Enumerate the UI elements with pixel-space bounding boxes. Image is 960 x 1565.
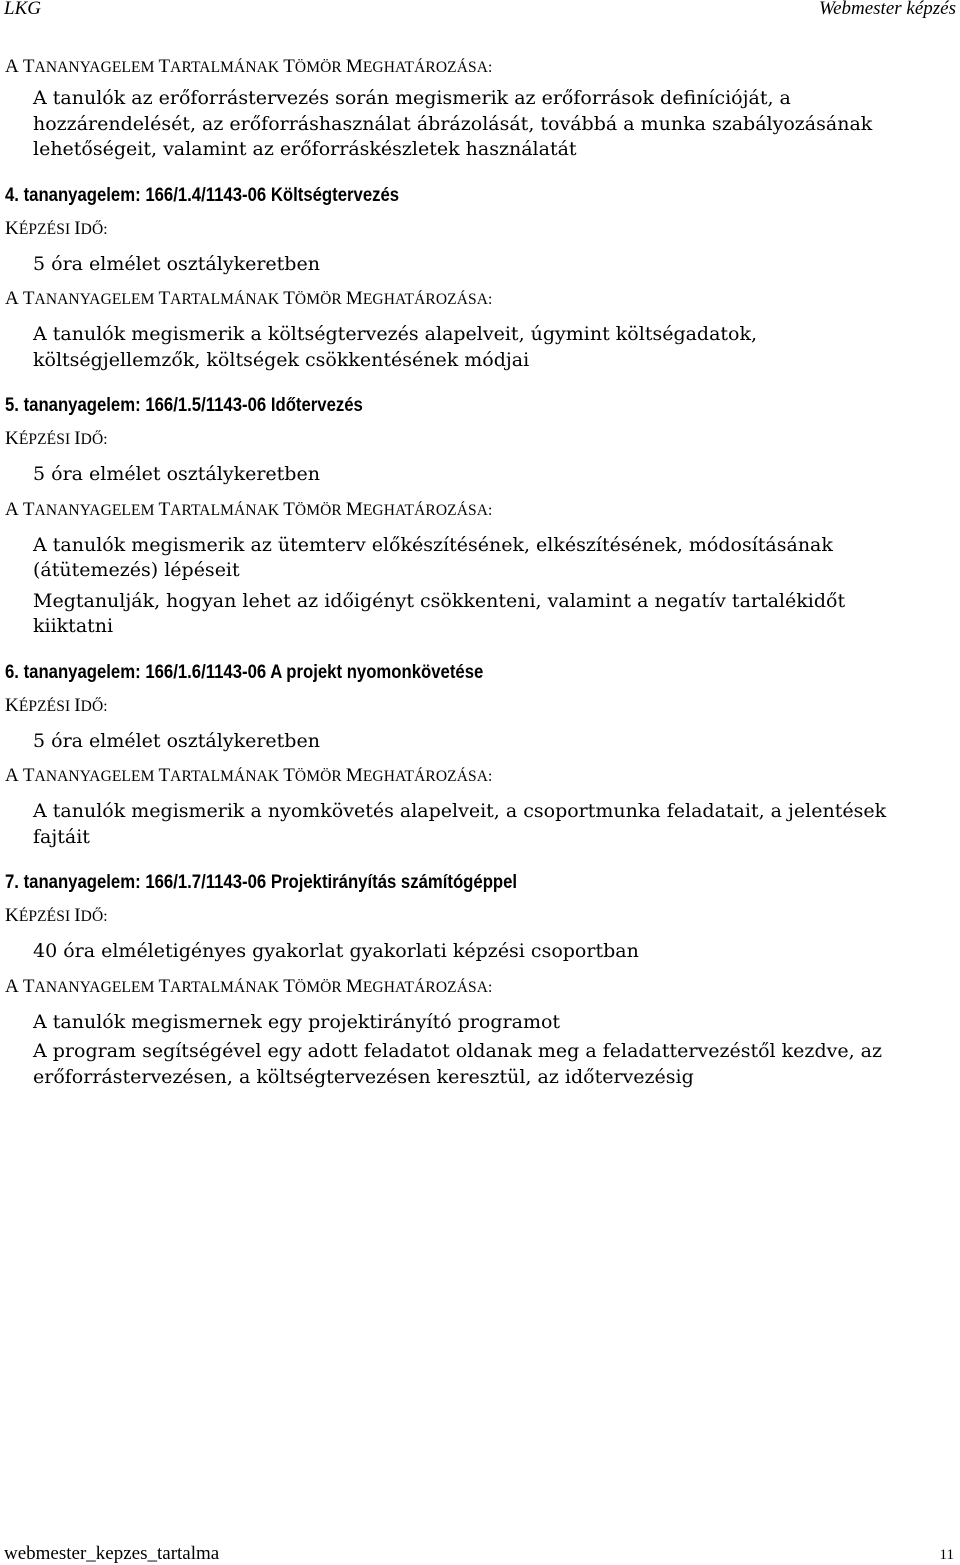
header-left-title: LKG xyxy=(4,0,41,19)
section-7-time-value: 40 óra elméletigényes gyakorlat gyakorlati képzési csoportban xyxy=(33,940,639,962)
section-4-desc-text: A tanulók megismerik a költségtervezés alapelveit, úgymint költségadatok, költségjellemzők, költségek csökkentésének módjai xyxy=(33,323,758,371)
footer-filename: webmester_kepzes_tartalma xyxy=(4,1543,220,1564)
section-5-heading: 5. tananyagelem: 166/1.5/1143-06 Időtervezés xyxy=(5,395,363,416)
section-6-heading: 6. tananyagelem: 166/1.6/1143-06 A projekt nyomonkövetése xyxy=(5,661,484,683)
section-5-desc-label: A TANANYAGELEM TARTALMÁNAK TÖMÖR MEGHATÁROZÁSA: xyxy=(5,498,493,520)
intro-desc-text: A tanulók az erőforrástervezés során megismerik az erőforrások definícióját, a hozzárendelését, az erőforráshasználat ábrázolását, továbbá a munka szabályozásának lehetőségeit, valamint az erőforráskészletek használatát xyxy=(33,87,873,160)
section-5-desc-text-2: Megtanulják, hogyan lehet az időigényt csökkenteni, valamint a negatív tartalékidőt kiiktatni xyxy=(33,589,846,637)
section-6-time-value: 5 óra elmélet osztálykeretben xyxy=(33,729,320,752)
intro-desc-label: A TANANYAGELEM TARTALMÁNAK TÖMÖR MEGHATÁROZÁSA: xyxy=(5,56,493,77)
section-4-desc-label: A TANANYAGELEM TARTALMÁNAK TÖMÖR MEGHATÁROZÁSA: xyxy=(5,288,493,309)
section-5-time-label: KÉPZÉSI IDŐ: xyxy=(5,428,108,449)
section-6-time-label: KÉPZÉSI IDŐ: xyxy=(5,694,108,716)
section-7-desc-text-2: A program segítségével egy adott feladatot oldanak meg a feladattervezéstől kezdve, az erőforrástervezésen, a költségtervezésen keresztül, az időtervezésig xyxy=(33,1040,882,1088)
footer-page-number: 11 xyxy=(939,1547,954,1563)
section-6-desc-label: A TANANYAGELEM TARTALMÁNAK TÖMÖR MEGHATÁROZÁSA: xyxy=(5,765,493,786)
section-7-desc-label: A TANANYAGELEM TARTALMÁNAK TÖMÖR MEGHATÁROZÁSA: xyxy=(5,975,493,997)
section-7-desc-text-1: A tanulók megismernek egy projektirányító programot xyxy=(33,1010,561,1033)
document-body xyxy=(5,58,935,1090)
section-5-desc-text-1: A tanulók megismerik az ütemterv előkészítésének, elkészítésének, módosításának (átütemezés) lépéseit xyxy=(33,533,833,581)
section-4-time-label: KÉPZÉSI IDŐ: xyxy=(5,217,108,239)
section-7-heading: 7. tananyagelem: 166/1.7/1143-06 Projektirányítás számítógéppel xyxy=(5,872,518,893)
section-4-time-value: 5 óra elmélet osztálykeretben xyxy=(33,252,320,275)
section-7-time-label: KÉPZÉSI IDŐ: xyxy=(5,905,108,926)
section-4-heading: 4. tananyagelem: 166/1.4/1143-06 Költségtervezés xyxy=(5,184,400,206)
section-5-time-value: 5 óra elmélet osztálykeretben xyxy=(33,463,320,485)
section-6-desc-text: A tanulók megismerik a nyomkövetés alapelveit, a csoportmunka feladatait, a jelentések fajtáit xyxy=(33,800,887,848)
header-right-title: Webmester képzés xyxy=(818,0,956,19)
